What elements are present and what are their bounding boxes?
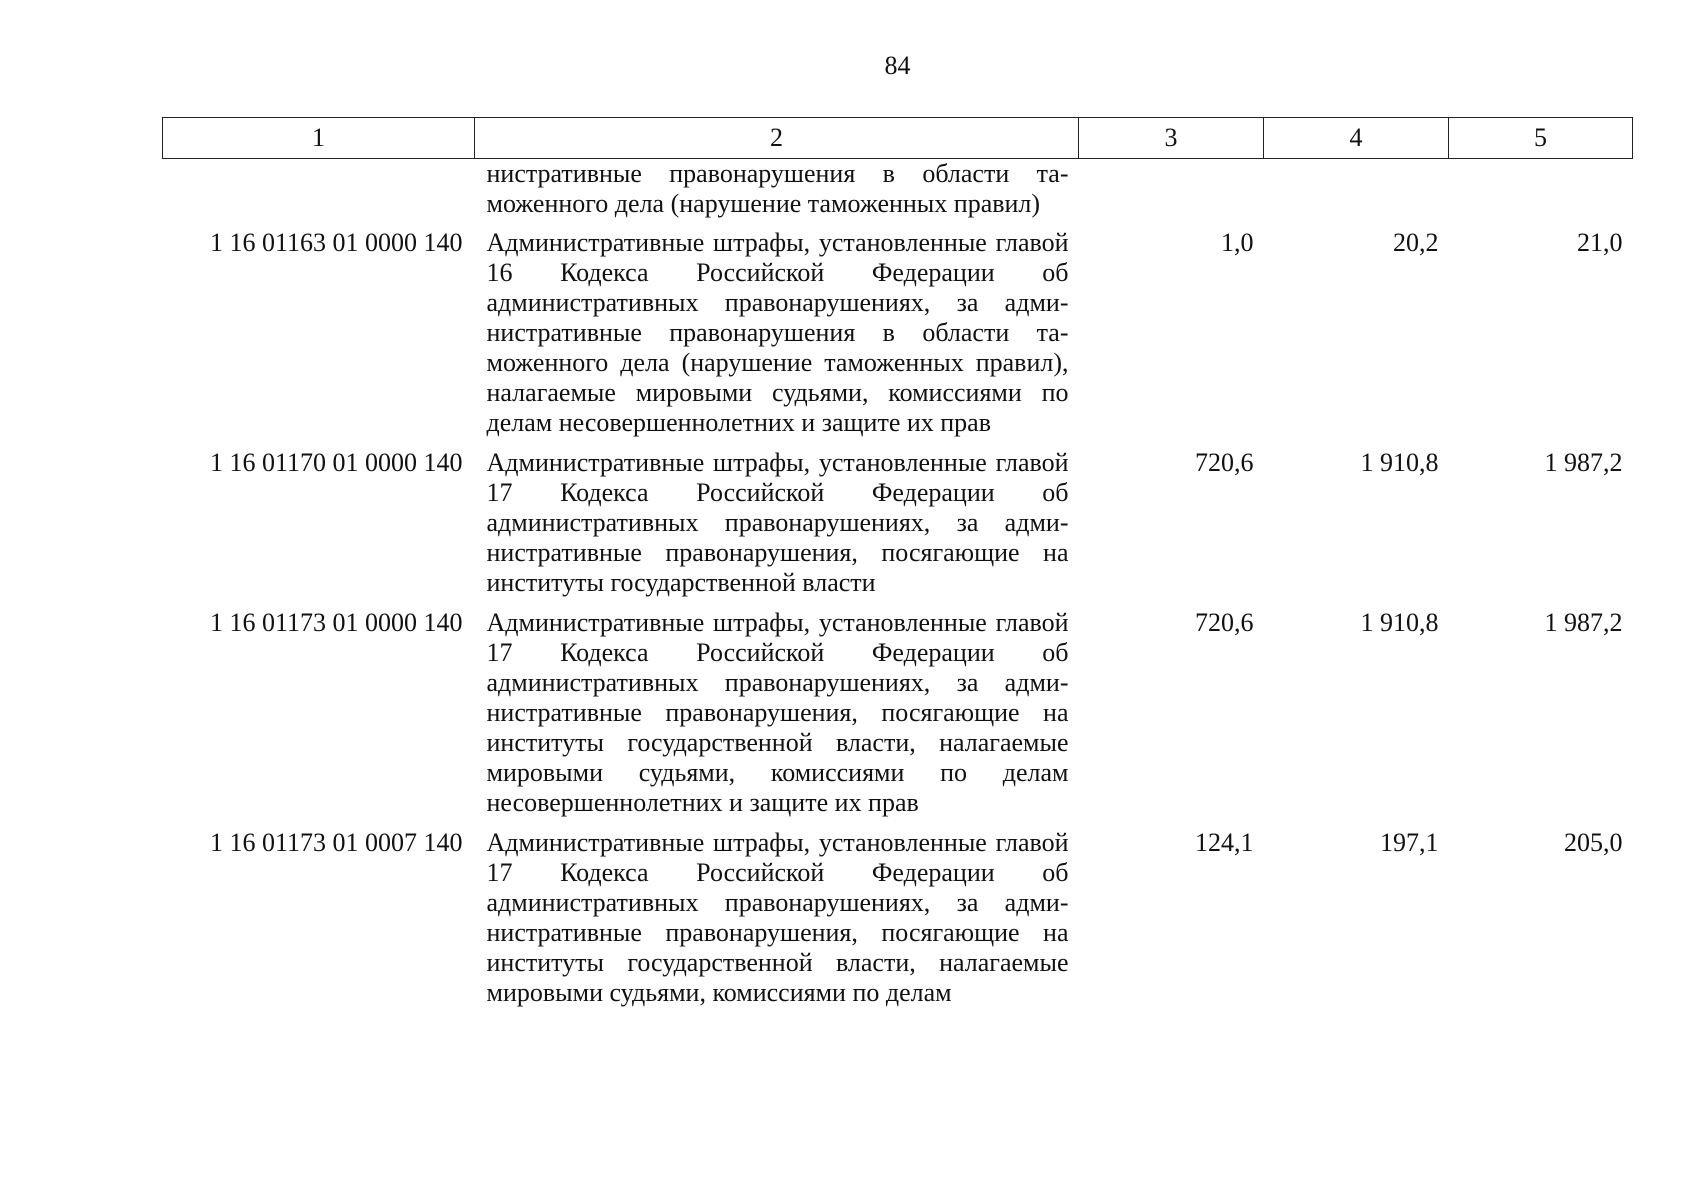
description-cell	[475, 159, 1079, 229]
column-header-1: 1	[163, 118, 475, 159]
description-cell	[475, 608, 1079, 828]
value-col4: 1 910,8	[1360, 608, 1439, 637]
table-row	[163, 448, 1633, 608]
code-cell: 1 16 01173 01 0000 140	[209, 608, 463, 637]
description-text: Административные штрафы, установленные главой 16 Кодекса Российской Федерации об административных правонарушениях, за административные правонарушения в области таможенного дела (нарушение таможенных правил), налагаемые мировыми судьями, комиссиями по делам несовершеннолетних и защите их прав	[486, 228, 1069, 437]
table-row	[163, 228, 1633, 448]
value-col4: 1 910,8	[1360, 448, 1439, 477]
value-col5: 1 987,2	[1544, 448, 1623, 477]
column-header-5: 5	[1449, 118, 1633, 159]
value-col3: 720,6	[1195, 448, 1254, 477]
value-col3: 720,6	[1195, 608, 1254, 637]
table-row	[163, 828, 1633, 1018]
code-cell: 1 16 01163 01 0000 140	[209, 228, 463, 257]
value-col4: 197,1	[1380, 828, 1439, 857]
column-header-4: 4	[1264, 118, 1449, 159]
code-cell	[163, 159, 475, 229]
description-text: Административные штрафы, установленные главой 17 Кодекса Российской Федерации об административных правонарушениях, за административные правонарушения, посягающие на институты государственной власти, налагаемые мировыми судьями, комиссиями по делам	[486, 828, 1069, 1007]
code-cell: 1 16 01173 01 0007 140	[209, 828, 463, 857]
description-text: Административные штрафы, установленные главой 17 Кодекса Российской Федерации об административных правонарушениях, за административные правонарушения, посягающие на институты государственной власти	[486, 448, 1069, 597]
value-col3: 1,0	[1221, 228, 1254, 257]
table-row	[163, 608, 1633, 828]
table-row-continuation	[163, 159, 1633, 229]
code-cell: 1 16 01170 01 0000 140	[209, 448, 463, 477]
value-col5: 1 987,2	[1544, 608, 1623, 637]
description-cell	[475, 448, 1079, 608]
column-header-2: 2	[475, 118, 1079, 159]
table-header-row	[163, 118, 1633, 159]
description-cell	[475, 828, 1079, 1018]
description-text: Административные штрафы, установленные главой 17 Кодекса Российской Федерации об административных правонарушениях, за административные правонарушения, посягающие на институты государственной власти, налагаемые мировыми судьями, комиссиями по делам несовершеннолетних и защите их прав	[486, 608, 1069, 817]
revenue-table	[162, 117, 1633, 1018]
column-header-3: 3	[1079, 118, 1264, 159]
value-col4: 20,2	[1393, 228, 1439, 257]
continuation-text: нистративные правонарушения в области таможенного дела (нарушение таможенных правил)	[486, 159, 1069, 218]
page-number: 84	[884, 51, 911, 80]
value-col5: 205,0	[1564, 828, 1623, 857]
description-cell	[475, 228, 1079, 448]
value-col5: 21,0	[1577, 228, 1623, 257]
value-col3: 124,1	[1195, 828, 1254, 857]
